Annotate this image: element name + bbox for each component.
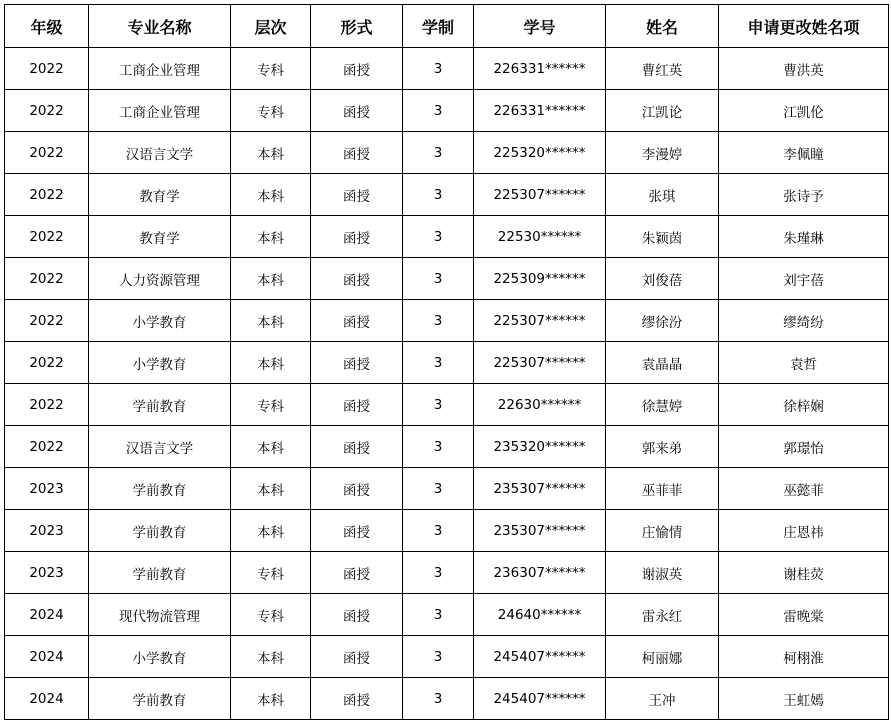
cell-level: 专科 [231,594,311,636]
cell-grade: 2022 [5,426,89,468]
cell-duration: 3 [403,258,474,300]
cell-student-id: 22530****** [474,216,606,258]
cell-form: 函授 [311,48,403,90]
cell-name: 柯丽娜 [606,636,719,678]
cell-form: 函授 [311,132,403,174]
table-row [5,342,889,384]
table-row [5,48,889,90]
cell-student-id: 225320****** [474,132,606,174]
cell-form: 函授 [311,636,403,678]
cell-level: 专科 [231,48,311,90]
cell-new-name: 郭璟怡 [719,426,889,468]
cell-name: 刘俊蓓 [606,258,719,300]
cell-major: 汉语言文学 [89,132,231,174]
cell-form: 函授 [311,384,403,426]
cell-name: 曹红英 [606,48,719,90]
cell-name: 江凯论 [606,90,719,132]
cell-new-name: 袁哲 [719,342,889,384]
cell-duration: 3 [403,342,474,384]
cell-duration: 3 [403,384,474,426]
cell-duration: 3 [403,678,474,720]
cell-major: 工商企业管理 [89,90,231,132]
header-level: 层次 [231,5,311,48]
cell-major: 现代物流管理 [89,594,231,636]
cell-form: 函授 [311,258,403,300]
cell-new-name: 柯栩淮 [719,636,889,678]
cell-student-id: 236307****** [474,552,606,594]
table-row [5,216,889,258]
cell-major: 教育学 [89,174,231,216]
cell-duration: 3 [403,552,474,594]
name-change-sheet [4,4,888,722]
cell-level: 本科 [231,258,311,300]
header-form: 形式 [311,5,403,48]
cell-major: 学前教育 [89,510,231,552]
cell-duration: 3 [403,48,474,90]
cell-name: 张琪 [606,174,719,216]
header-grade: 年级 [5,5,89,48]
cell-major: 小学教育 [89,342,231,384]
cell-new-name: 谢桂荧 [719,552,889,594]
cell-level: 本科 [231,132,311,174]
cell-grade: 2022 [5,90,89,132]
cell-level: 本科 [231,510,311,552]
cell-level: 专科 [231,552,311,594]
table-row [5,594,889,636]
cell-duration: 3 [403,510,474,552]
header-major: 专业名称 [89,5,231,48]
cell-level: 专科 [231,384,311,426]
name-change-table [4,4,889,720]
cell-major: 教育学 [89,216,231,258]
table-row [5,300,889,342]
cell-grade: 2022 [5,174,89,216]
table-row [5,90,889,132]
cell-duration: 3 [403,174,474,216]
cell-major: 学前教育 [89,468,231,510]
cell-name: 朱颖茵 [606,216,719,258]
cell-student-id: 24640****** [474,594,606,636]
table-row [5,258,889,300]
table-row [5,552,889,594]
cell-form: 函授 [311,552,403,594]
cell-major: 学前教育 [89,552,231,594]
cell-name: 雷永红 [606,594,719,636]
cell-form: 函授 [311,174,403,216]
cell-student-id: 226331****** [474,48,606,90]
cell-grade: 2022 [5,300,89,342]
table-body [5,48,889,720]
cell-major: 人力资源管理 [89,258,231,300]
cell-name: 庄愉情 [606,510,719,552]
cell-major: 小学教育 [89,636,231,678]
cell-level: 本科 [231,468,311,510]
cell-student-id: 235307****** [474,510,606,552]
cell-grade: 2022 [5,48,89,90]
cell-grade: 2023 [5,552,89,594]
cell-major: 小学教育 [89,300,231,342]
cell-grade: 2022 [5,342,89,384]
cell-new-name: 庄恩祎 [719,510,889,552]
cell-duration: 3 [403,426,474,468]
cell-student-id: 235320****** [474,426,606,468]
cell-level: 本科 [231,636,311,678]
cell-name: 郭来弟 [606,426,719,468]
cell-duration: 3 [403,132,474,174]
cell-new-name: 缪绮纷 [719,300,889,342]
cell-duration: 3 [403,636,474,678]
cell-name: 袁晶晶 [606,342,719,384]
cell-new-name: 刘宇蓓 [719,258,889,300]
cell-grade: 2022 [5,216,89,258]
cell-grade: 2024 [5,594,89,636]
cell-student-id: 225309****** [474,258,606,300]
cell-duration: 3 [403,216,474,258]
cell-duration: 3 [403,300,474,342]
cell-form: 函授 [311,90,403,132]
header-student-id: 学号 [474,5,606,48]
cell-form: 函授 [311,300,403,342]
cell-level: 本科 [231,300,311,342]
cell-major: 学前教育 [89,384,231,426]
cell-duration: 3 [403,90,474,132]
cell-name: 徐慧婷 [606,384,719,426]
cell-grade: 2023 [5,468,89,510]
cell-student-id: 22630****** [474,384,606,426]
cell-new-name: 李佩瞳 [719,132,889,174]
cell-level: 本科 [231,426,311,468]
cell-new-name: 张诗予 [719,174,889,216]
cell-student-id: 225307****** [474,342,606,384]
cell-student-id: 226331****** [474,90,606,132]
cell-grade: 2023 [5,510,89,552]
cell-new-name: 王虹嫣 [719,678,889,720]
cell-grade: 2022 [5,258,89,300]
table-row [5,384,889,426]
table-row [5,468,889,510]
cell-form: 函授 [311,468,403,510]
cell-name: 巫菲菲 [606,468,719,510]
cell-major: 工商企业管理 [89,48,231,90]
cell-form: 函授 [311,510,403,552]
cell-grade: 2024 [5,636,89,678]
header-row [5,5,889,48]
table-row [5,636,889,678]
cell-student-id: 235307****** [474,468,606,510]
table-row [5,510,889,552]
cell-name: 王冲 [606,678,719,720]
cell-new-name: 江凯伦 [719,90,889,132]
cell-name: 谢淑英 [606,552,719,594]
cell-new-name: 巫懿菲 [719,468,889,510]
header-duration: 学制 [403,5,474,48]
cell-level: 专科 [231,90,311,132]
cell-major: 学前教育 [89,678,231,720]
cell-new-name: 徐梓娴 [719,384,889,426]
cell-student-id: 225307****** [474,174,606,216]
header-new-name: 申请更改姓名项 [719,5,889,48]
cell-name: 缪徐汾 [606,300,719,342]
cell-new-name: 曹洪英 [719,48,889,90]
cell-major: 汉语言文学 [89,426,231,468]
table-header [5,5,889,48]
cell-grade: 2022 [5,384,89,426]
cell-form: 函授 [311,594,403,636]
header-name: 姓名 [606,5,719,48]
cell-duration: 3 [403,468,474,510]
cell-form: 函授 [311,342,403,384]
cell-duration: 3 [403,594,474,636]
cell-form: 函授 [311,426,403,468]
cell-name: 李漫婷 [606,132,719,174]
cell-level: 本科 [231,678,311,720]
cell-level: 本科 [231,174,311,216]
cell-form: 函授 [311,678,403,720]
cell-student-id: 245407****** [474,678,606,720]
cell-student-id: 245407****** [474,636,606,678]
cell-new-name: 雷晚棠 [719,594,889,636]
table-row [5,174,889,216]
table-row [5,132,889,174]
table-row [5,426,889,468]
cell-level: 本科 [231,342,311,384]
table-row [5,678,889,720]
cell-grade: 2022 [5,132,89,174]
cell-grade: 2024 [5,678,89,720]
cell-level: 本科 [231,216,311,258]
cell-new-name: 朱瑾琳 [719,216,889,258]
cell-student-id: 225307****** [474,300,606,342]
cell-form: 函授 [311,216,403,258]
